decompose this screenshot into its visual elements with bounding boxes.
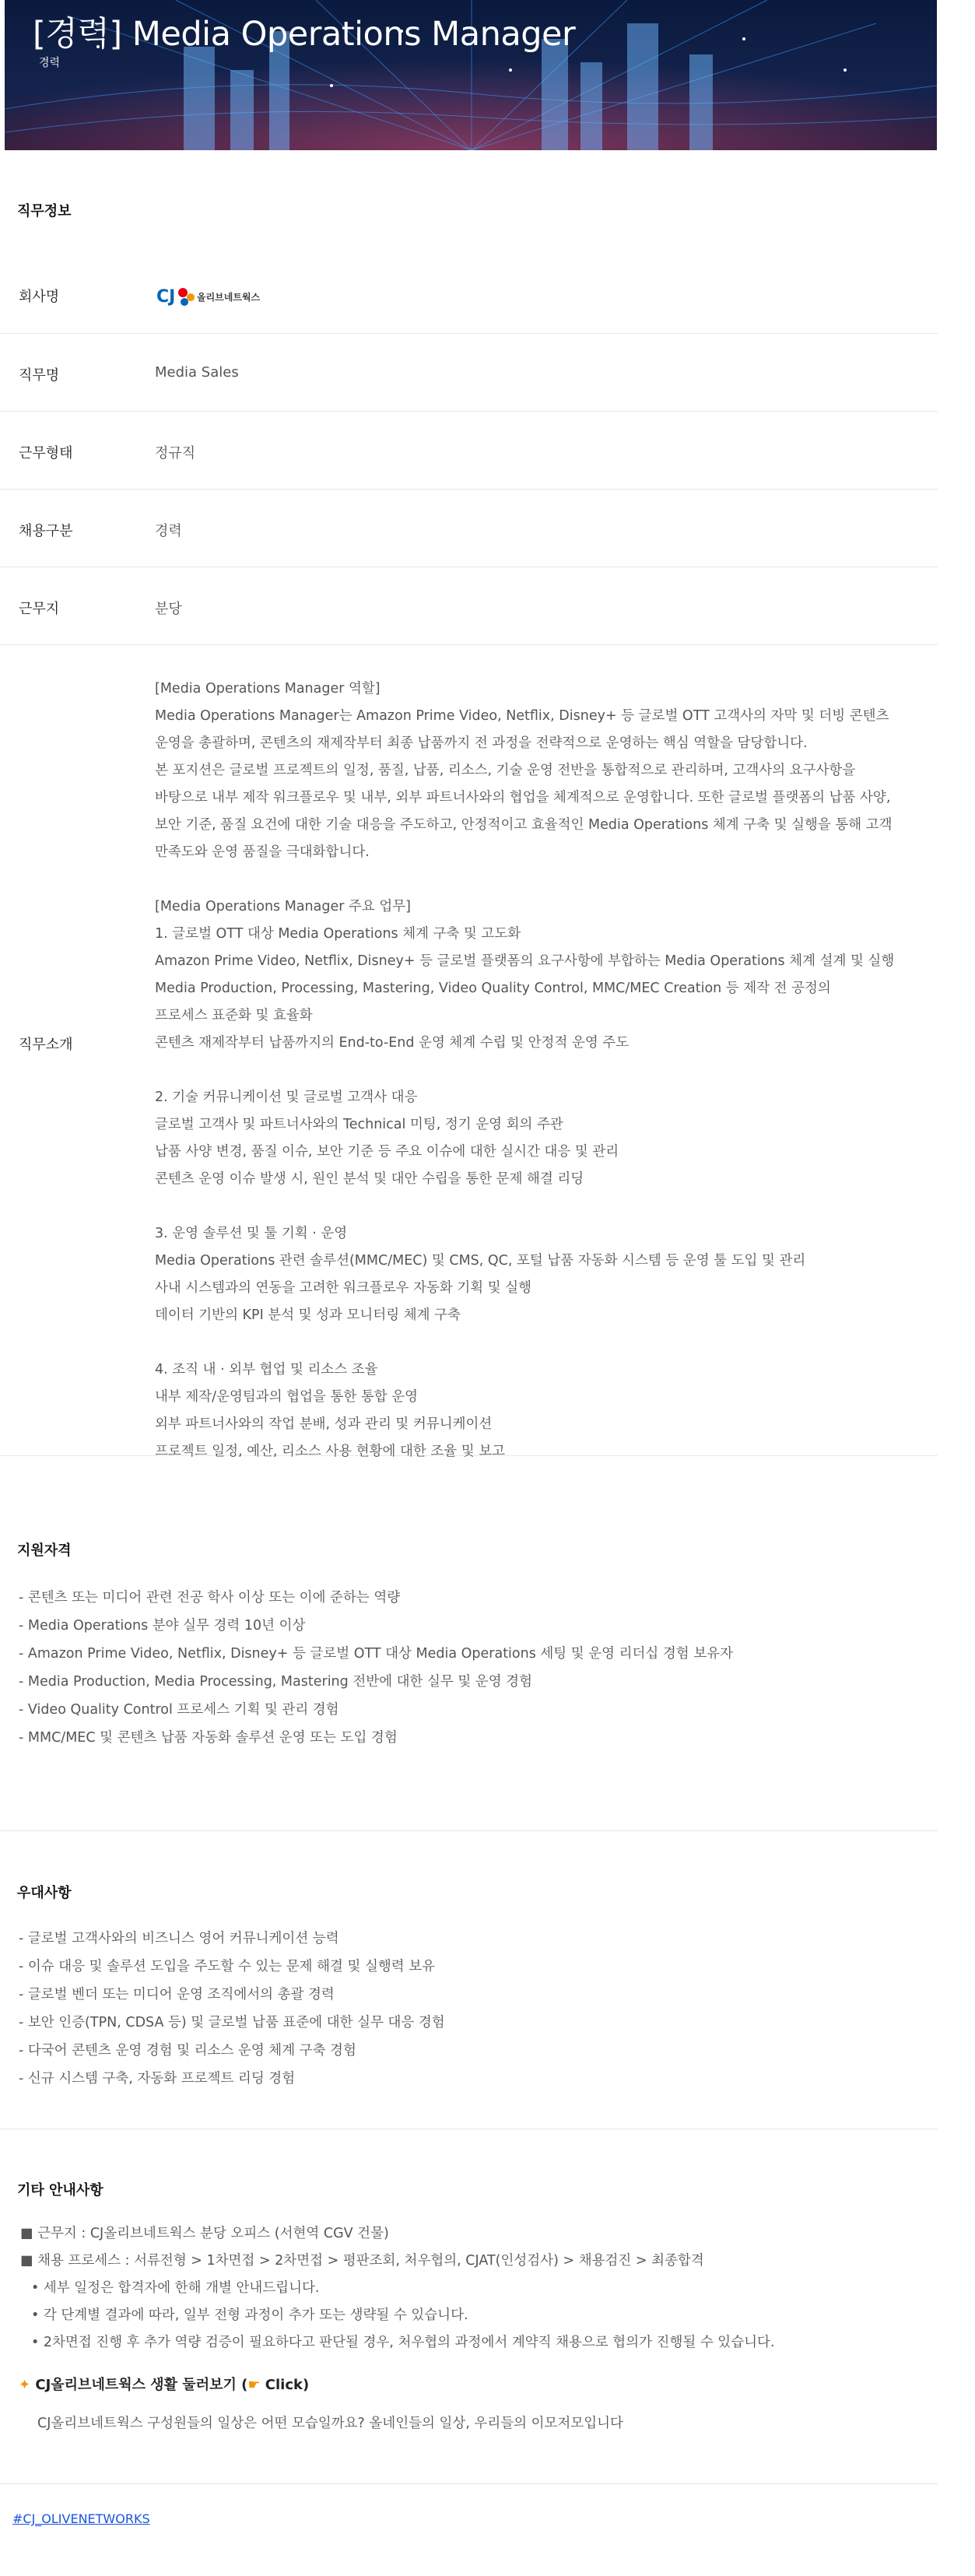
row-job-intro [0,644,938,1459]
list-item: - 콘텐츠 또는 미디어 관련 전공 학사 이상 또는 이에 준하는 역량 [19,1590,401,1606]
life-link-description: CJ올리브네트웍스 구성원들의 일상은 어떤 모습일까요? 올네인들의 일상, 우리들의 이모저모입니다 [37,2416,623,2431]
list-item: - 이슈 대응 및 솔루션 도입을 주도할 수 있는 문제 해결 및 실행력 보유 [19,1959,436,1974]
career-type-badge: 경력 [39,57,61,69]
list-item: - 보안 인증(TPN, CDSA 등) 및 글로벌 납품 표준에 대한 실무 대응 경험 [19,2015,445,2030]
info-line: • 2차면접 진행 후 추가 역량 검증이 필요하다고 판단될 경우, 처우협의 과정에서 계약직 채용으로 협의가 진행될 수 있습니다. [31,2335,775,2350]
list-item: - 다국어 콘텐츠 운영 경험 및 리소스 운영 체계 구축 경험 [19,2043,356,2058]
intro-line: Media Production, Processing, Mastering, Video Quality Control, MMC/MEC Creation 등 제작 전 공정의 [155,981,831,996]
list-item: - Video Quality Control 프로세스 기획 및 관리 경험 [19,1702,339,1718]
job-intro-text [155,676,921,1465]
row-label: 직무소개 [19,1037,73,1053]
section-title-preferred: 우대사항 [17,1885,72,1901]
logo-text: 올리브네트웍스 [197,292,261,303]
intro-line: 프로젝트 일정, 예산, 리소스 사용 현황에 대한 조율 및 보고 [155,1444,506,1459]
info-line: ■ 채용 프로세스 : 서류전형 > 1차면접 > 2차면접 > 평판조회, 처우협의, CJAT(인성검사) > 채용검진 > 최종합격 [20,2253,704,2269]
row-value: Media Sales [155,364,239,381]
intro-line: 내부 제작/운영팀과의 협업을 통한 통합 운영 [155,1389,418,1405]
list-item: - 글로벌 고객사와의 비즈니스 영어 커뮤니케이션 능력 [19,1931,339,1946]
row-value: 정규직 [155,445,196,462]
info-line: ■ 근무지 : CJ올리브네트웍스 분당 오피스 (서현역 CGV 건물) [20,2226,389,2241]
intro-line: 보안 기준, 품질 요건에 대한 기술 대응을 주도하고, 안정적이고 효율적인 Media Operations 체계 구축 및 실행을 통해 고객 [155,817,893,833]
sparkle-icon: ✦ [19,2377,31,2393]
list-item: - Amazon Prime Video, Netflix, Disney+ 등 글로벌 OTT 대상 Media Operations 세팅 및 운영 리더십 경험 보유자 [19,1646,733,1662]
list-item: - Media Production, Media Processing, Mastering 전반에 대한 실무 및 운영 경험 [19,1674,532,1690]
row-label: 회사명 [19,289,60,305]
row-location [0,567,938,645]
intro-line: 본 포지션은 글로벌 프로젝트의 일정, 품질, 납품, 리소스, 기술 운영 전반을 통합적으로 관리하며, 고객사의 요구사항을 [155,763,856,778]
row-label: 근무지 [19,601,60,617]
intro-line: 운영을 총괄하며, 콘텐츠의 재제작부터 최종 납품까지 전 과정을 전략적으로 운영하는 핵심 역할을 담당합니다. [155,735,808,751]
intro-line: 콘텐츠 운영 이슈 발생 시, 원인 분석 및 대안 수립을 통한 문제 해결 리딩 [155,1171,584,1187]
intro-line: Media Operations 관련 솔루션(MMC/MEC) 및 CMS, QC, 포털 납품 자동화 시스템 등 운영 툴 도입 및 관리 [155,1253,806,1269]
header-banner [5,0,937,150]
intro-line: 3. 운영 솔루션 및 툴 기획 · 운영 [155,1226,348,1241]
intro-line: Media Operations Manager는 Amazon Prime Video, Netflix, Disney+ 등 글로벌 OTT 고객사의 자막 및 더빙 콘텐츠 [155,708,889,724]
row-employment-type [0,411,938,490]
life-link-label: CJ올리브네트웍스 생활 둘러보기 ( [35,2377,248,2393]
intro-line: 외부 파트너사와의 작업 분배, 성과 관리 및 커뮤니케이션 [155,1416,493,1432]
list-item: - 신규 시스템 구축, 자동화 프로젝트 리딩 경험 [19,2071,296,2086]
intro-line: Amazon Prime Video, Netflix, Disney+ 등 글로벌 플랫폼의 요구사항에 부합하는 Media Operations 체계 설계 및 실행 [155,953,895,969]
other-info-list [20,2220,775,2357]
info-line: • 각 단계별 결과에 따라, 일부 전형 과정이 추가 또는 생략될 수 있습니다. [31,2308,468,2323]
spacer [155,1193,921,1220]
info-line: • 세부 일정은 합격자에 한해 개별 안내드립니다. [31,2280,320,2296]
row-job-name [0,333,938,412]
row-value: 분당 [155,601,182,617]
life-link-click[interactable]: Click) [260,2377,310,2393]
row-label: 채용구분 [19,523,73,539]
company-logo [155,275,272,316]
row-label: 근무형태 [19,445,73,462]
list-item: - MMC/MEC 및 콘텐츠 납품 자동화 솔루션 운영 또는 도입 경험 [19,1730,398,1746]
logo-mark: CJ [156,287,176,307]
list-item: - 글로벌 벤더 또는 미디어 운영 조직에서의 총괄 경력 [19,1987,335,2002]
intro-line: 데이터 기반의 KPI 분석 및 성과 모니터링 체계 구축 [155,1307,461,1323]
preferred-list [19,1925,445,2093]
row-company [0,255,938,334]
job-title: [경력] Media Operations Manager [33,15,576,54]
section-title-qualifications: 지원자격 [17,1542,72,1559]
intro-line: 2. 기술 커뮤니케이션 및 글로벌 고객사 대응 [155,1090,418,1105]
life-link[interactable] [19,2374,309,2394]
intro-line: 프로세스 표준화 및 효율화 [155,1008,313,1023]
pointing-hand-icon: ☛ [247,2377,261,2393]
list-item: - Media Operations 분야 실무 경력 10년 이상 [19,1618,306,1634]
row-label: 직무명 [19,367,60,384]
section-divider [0,1830,938,1831]
intro-line: 바탕으로 내부 제작 워크플로우 및 내부, 외부 파트너사와의 협업을 체계적으로 운영합니다. 또한 글로벌 플랫폼의 납품 사양, [155,790,891,805]
row-value: 경력 [155,523,182,539]
intro-line: 콘텐츠 재제작부터 납품까지의 End-to-End 운영 체계 수립 및 안정적 운영 주도 [155,1035,630,1051]
section-title-job-info: 직무정보 [17,203,72,219]
row-hiring-type [0,489,938,567]
qualifications-list [19,1584,733,1752]
section-title-other-info: 기타 안내사항 [17,2182,103,2199]
spacer [155,866,921,893]
spacer [155,1057,921,1084]
intro-line: [Media Operations Manager 주요 업무] [155,899,412,914]
spacer [155,1329,921,1356]
intro-line: 4. 조직 내 · 외부 협업 및 리소스 조율 [155,1362,378,1377]
section-divider [0,2483,938,2484]
intro-line: 사내 시스템과의 연동을 고려한 워크플로우 자동화 기획 및 실행 [155,1280,532,1296]
intro-line: 만족도와 운영 품질을 극대화합니다. [155,844,370,860]
intro-line: 글로벌 고객사 및 파트너사와의 Technical 미팅, 정기 운영 회의 주관 [155,1117,563,1132]
hashtag-link[interactable]: #CJ_OLIVENETWORKS [12,2511,150,2526]
intro-line: 1. 글로벌 OTT 대상 Media Operations 체계 구축 및 고도화 [155,926,521,942]
intro-line: [Media Operations Manager 역할] [155,681,381,697]
intro-line: 납품 사양 변경, 품질 이슈, 보안 기준 등 주요 이슈에 대한 실시간 대응 및 관리 [155,1144,619,1160]
